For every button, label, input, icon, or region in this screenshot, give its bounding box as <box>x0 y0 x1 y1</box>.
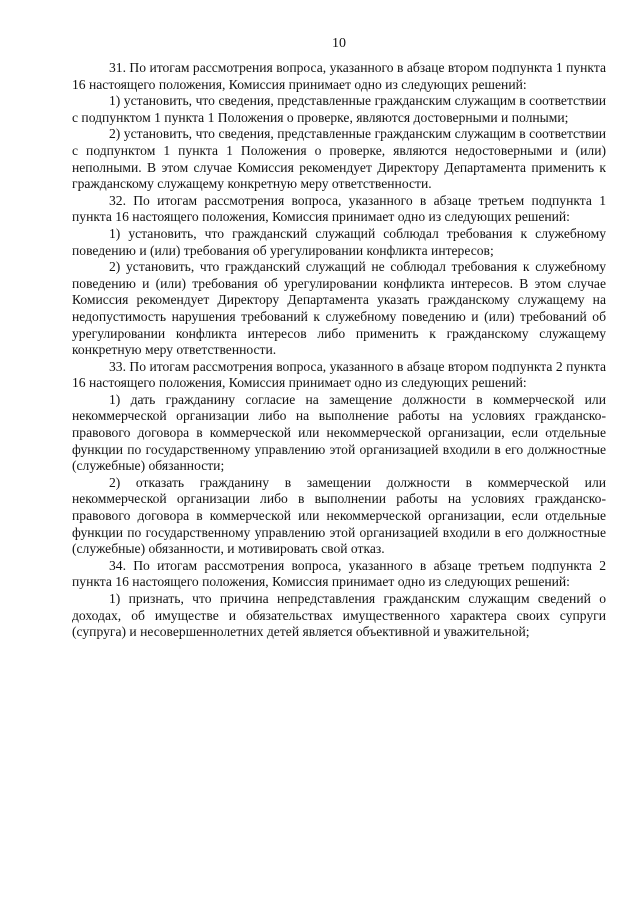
paragraph-33-item-2: 2) отказать гражданину в замещении должности в коммерческой или некоммерческой организации либо в выполнении работы на условиях гражданско-правового договора в коммерческой или некоммерческой организации, если отдельные функции по государственному управлению этой организацией входили в его должностные (служебные) обязанности, и мотивировать свой отказ. <box>72 474 606 557</box>
document-body <box>72 60 606 641</box>
page-number: 10 <box>332 36 346 51</box>
paragraph-31-item-1: 1) установить, что сведения, представленные гражданским служащим в соответствии с подпунктом 1 пункта 1 Положения о проверке, являются достоверными и полными; <box>72 93 606 125</box>
paragraph-34-item-1: 1) признать, что причина непредставления гражданским служащим сведений о доходах, об имуществе и обязательствах имущественного характера своих супруги (супруга) и несовершеннолетних детей является объективной и уважительной; <box>72 591 606 640</box>
paragraph-31: 31. По итогам рассмотрения вопроса, указанного в абзаце втором подпункта 1 пункта 16 настоящего положения, Комиссия принимает одно из следующих решений: <box>72 60 606 92</box>
paragraph-31-item-2: 2) установить, что сведения, представленные гражданским служащим в соответствии с подпунктом 1 пункта 1 Положения о проверке, являются недостоверными и (или) неполными. В этом случае Комиссия рекомендует Директору Департамента применить к гражданскому служащему конкретную меру ответственности. <box>72 126 606 192</box>
paragraph-32-item-1: 1) установить, что гражданский служащий соблюдал требования к служебному поведению и (или) требования об урегулировании конфликта интересов; <box>72 225 606 258</box>
paragraph-32-item-2: 2) установить, что гражданский служащий не соблюдал требования к служебному поведению и (или) требования об урегулировании конфликта интересов. В этом случае Комиссия рекомендует Директору Департамента указать гражданскому служащему на недопустимость нарушения требований к служебному поведению и (или) требований об урегулировании конфликта интересов либо применить к гражданскому служащему конкретную меру ответственности. <box>72 259 606 358</box>
paragraph-33: 33. По итогам рассмотрения вопроса, указанного в абзаце втором подпункта 2 пункта 16 настоящего положения, Комиссия принимает одно из следующих решений: <box>72 358 606 391</box>
paragraph-34: 34. По итогам рассмотрения вопроса, указанного в абзаце третьем подпункта 2 пункта 16 настоящего положения, Комиссия принимает одно из следующих решений: <box>72 557 606 590</box>
paragraph-33-item-1: 1) дать гражданину согласие на замещение должности в коммерческой или некоммерческой организации либо на выполнение работы на условиях гражданско-правового договора в коммерческой или некоммерческой организации, если отдельные функции по государственному управлению этой организацией входили в его должностные (служебные) обязанности; <box>72 391 606 474</box>
paragraph-32: 32. По итогам рассмотрения вопроса, указанного в абзаце третьем подпункта 1 пункта 16 настоящего положения, Комиссия принимает одно из следующих решений: <box>72 192 606 225</box>
